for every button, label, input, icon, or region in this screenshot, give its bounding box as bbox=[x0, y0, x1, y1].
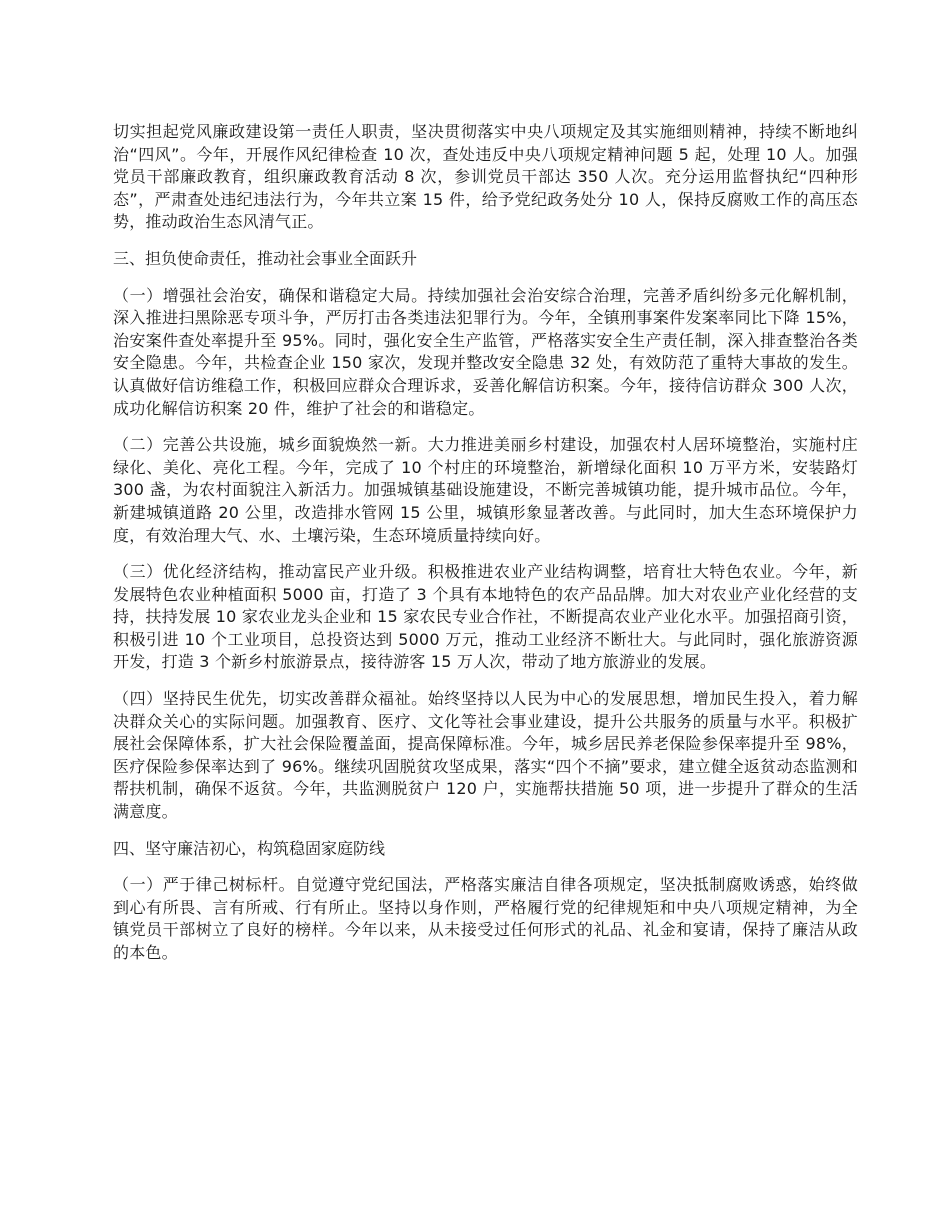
paragraph-self-discipline: （一）严于律己树标杆。自觉遵守党纪国法，严格落实廉洁自律各项规定，坚决抵制腐败诱惑，始终做到心有所畏、言有所戒、行有所止。坚持以身作则，严格履行党的纪律规矩和中央八项规定精神，为全镇党员干部树立了良好的榜样。今年以来，从未接受过任何形式的礼品、礼金和宴请，保持了廉洁从政的本色。 bbox=[113, 875, 858, 962]
document-page bbox=[113, 121, 858, 979]
paragraph-discipline: 切实担起党风廉政建设第一责任人职责，坚决贯彻落实中央八项规定及其实施细则精神，持续不断地纠治“四风”。今年，开展作风纪律检查 10 次，查处违反中央八项规定精神问题 5 起，处理 10 人。加强党员干部廉政教育，组织廉政教育活动 8 次，参训党员干部达 350 人次。充分运用监督执纪“四种形态”，严肃查处违纪违法行为，今年共立案 15 件，给予党纪政务处分 10 人，保持反腐败工作的高压态势，推动政治生态风清气正。 bbox=[113, 122, 858, 232]
paragraph-economic-structure: （三）优化经济结构，推动富民产业升级。积极推进农业产业结构调整，培育壮大特色农业。今年，新发展特色农业种植面积 5000 亩，打造了 3 个具有本地特色的农产品品牌。加大对农业产业化经营的支持，扶持发展 10 家农业龙头企业和 15 家农民专业合作社，不断提高农业产业化水平。加强招商引资，积极引进 10 个工业项目，总投资达到 5000 万元，推动工业经济不断壮大。与此同时，强化旅游资源开发，打造 3 个新乡村旅游景点，接待游客 15 万人次，带动了地方旅游业的发展。 bbox=[113, 562, 858, 672]
paragraph-livelihood: （四）坚持民生优先，切实改善群众福祉。始终坚持以人民为中心的发展思想，增加民生投入，着力解决群众关心的实际问题。加强教育、医疗、文化等社会事业建设，提升公共服务的质量与水平。积极扩展社会保障体系，扩大社会保险覆盖面，提高保障标准。今年，城乡居民养老保险参保率提升至 98%，医疗保险参保率达到了 96%。继续巩固脱贫攻坚成果，落实“四个不摘”要求，建立健全返贫动态监测和帮扶机制，确保不返贫。今年，共监测脱贫户 120 户，实施帮扶措施 50 项，进一步提升了群众的生活满意度。 bbox=[113, 689, 858, 822]
section-heading-3: 三、担负使命责任，推动社会事业全面跃升 bbox=[113, 248, 418, 268]
section-heading-4: 四、坚守廉洁初心，构筑稳固家庭防线 bbox=[113, 838, 386, 858]
paragraph-social-security: （一）增强社会治安，确保和谐稳定大局。持续加强社会治安综合治理，完善矛盾纠纷多元化解机制，深入推进扫黑除恶专项斗争，严厉打击各类违法犯罪行为。今年，全镇刑事案件发案率同比下降 15%，治安案件查处率提升至 95%。同时，强化安全生产监管，严格落实安全生产责任制，深入排查整治各类安全隐患。今年，共检查企业 150 家次，发现并整改安全隐患 32 处，有效防范了重特大事故的发生。认真做好信访维稳工作，积极回应群众合理诉求，妥善化解信访积案。今年，接待信访群众 300 人次，成功化解信访积案 20 件，维护了社会的和谐稳定。 bbox=[113, 285, 858, 418]
paragraph-public-facilities: （二）完善公共设施，城乡面貌焕然一新。大力推进美丽乡村建设，加强农村人居环境整治，实施村庄绿化、美化、亮化工程。今年，完成了 10 个村庄的环境整治，新增绿化面积 10 万平方米，安装路灯 300 盏，为农村面貌注入新活力。加强城镇基础设施建设，不断完善城镇功能，提升城市品位。今年，新建城镇道路 20 公里，改造排水管网 15 公里，城镇形象显著改善。与此同时，加大生态环境保护力度，有效治理大气、水、土壤污染，生态环境质量持续向好。 bbox=[113, 435, 858, 545]
